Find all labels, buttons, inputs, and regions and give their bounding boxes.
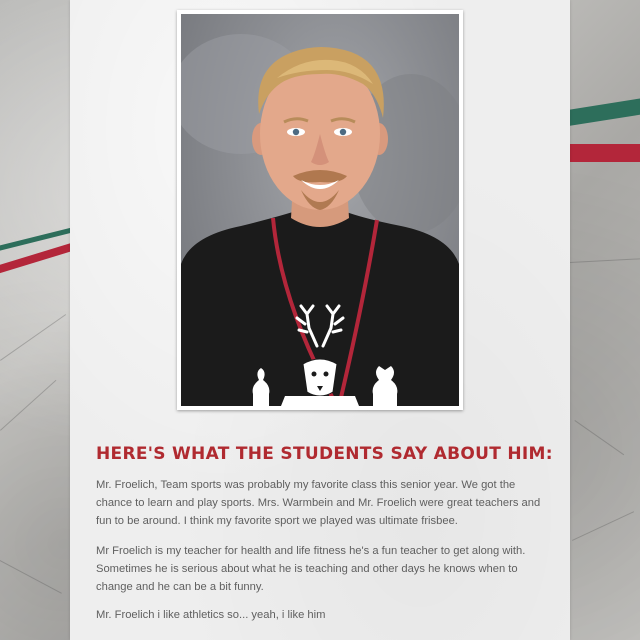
floor-crack: [572, 511, 634, 541]
students-say-heading: HERE'S WHAT THE STUDENTS SAY ABOUT HIM:: [96, 444, 553, 464]
student-quote: Mr. Froelich, Team sports was probably my favorite class this senior year. We got the chance to learn and play sports. Mrs. Warmbein and Mr. Froelich were great teachers and fun to be around. I think my favorite sport we played was ultimate frisbee.: [96, 479, 541, 527]
floor-crack: [570, 258, 640, 263]
student-quote: Mr. Froelich i like athletics so... yeah, i like him: [96, 609, 326, 621]
floor-stripe-green-right: [567, 98, 640, 126]
teacher-portrait-photo: [181, 14, 459, 406]
floor-crack: [574, 420, 624, 455]
student-quote: Mr Froelich is my teacher for health and life fitness he's a fun teacher to get along with. Sometimes he is serious about what he is teaching and other days he knows when to change and he can be a bit funny.: [96, 545, 526, 593]
floor-crack: [0, 314, 66, 361]
floor-crack: [0, 560, 62, 594]
photo-frame: [177, 10, 463, 410]
floor-stripe-red-right: [568, 144, 640, 162]
floor-crack: [0, 380, 56, 431]
content-panel: [70, 0, 570, 640]
portrait-illustration: [181, 14, 459, 406]
